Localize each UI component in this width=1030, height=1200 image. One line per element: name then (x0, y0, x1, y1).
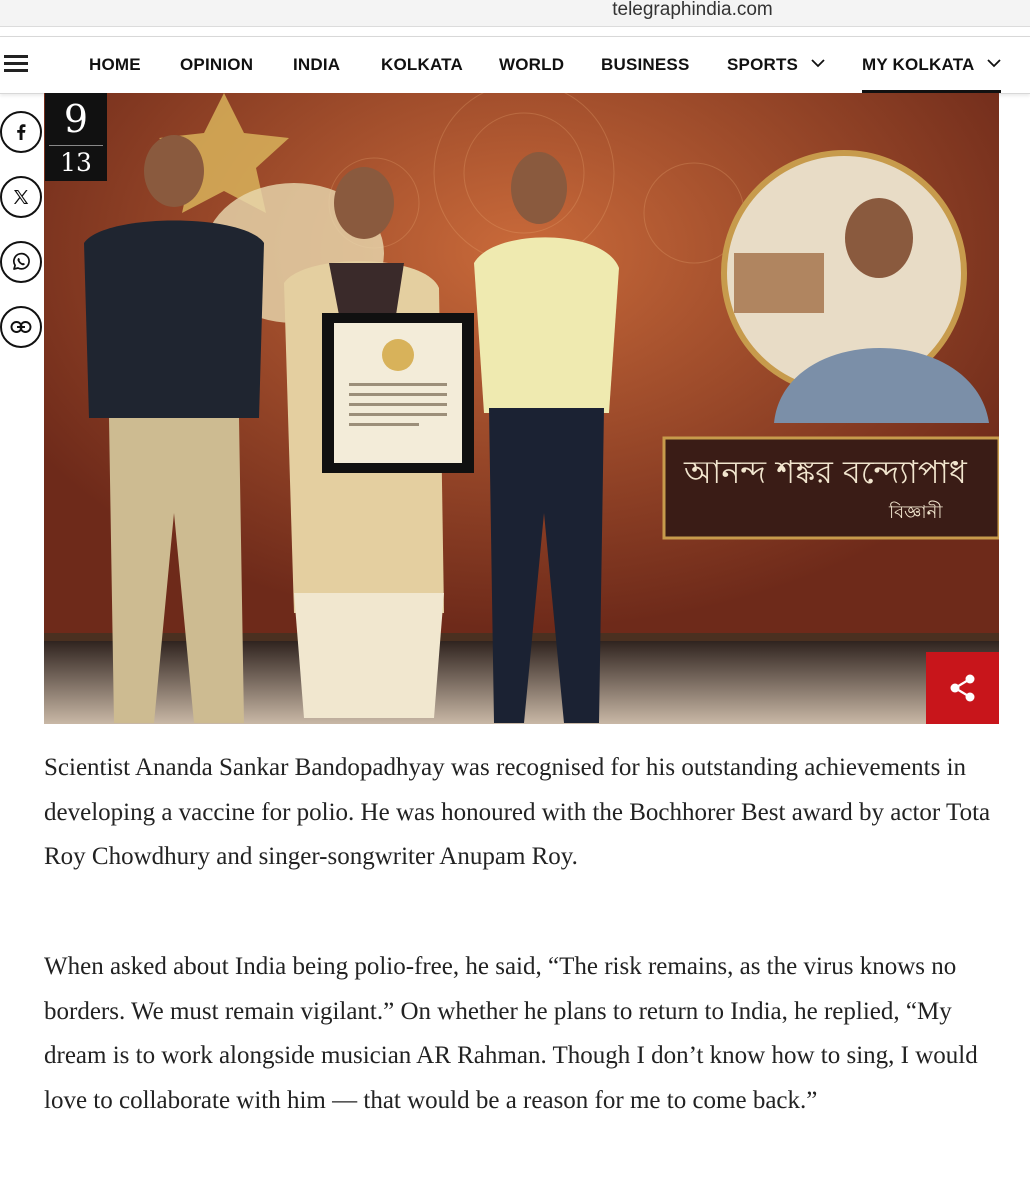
award-ceremony-illustration (44, 93, 999, 724)
article-paragraph: Scientist Ananda Sankar Bandopadhyay was recognised for his outstanding achievements in developing a vaccine for polio. He was honoured with the Bochhorer Best award by actor Tota Roy Chowdhury and singer-songwriter Anupam Roy. (44, 754, 991, 870)
gallery-total-count: 13 (60, 148, 92, 177)
x-share-button[interactable] (0, 176, 42, 218)
link-icon (10, 320, 32, 334)
copy-link-button[interactable] (0, 306, 42, 348)
nav-item-sports[interactable]: SPORTS (727, 37, 825, 93)
whatsapp-share-button[interactable] (0, 241, 42, 283)
nav-item-business[interactable]: BUSINESS (601, 55, 690, 74)
nav-item-india[interactable]: INDIA (293, 55, 341, 74)
backdrop-name-text: আনন্দ শঙ্কর বন্দ্যোপাধ (684, 453, 967, 491)
backdrop-title-text: বিজ্ঞানী (889, 502, 943, 523)
whatsapp-icon (10, 251, 32, 273)
photo-share-button[interactable] (926, 652, 999, 724)
facebook-icon (11, 122, 31, 142)
x-icon (11, 187, 31, 207)
article-paragraph: When asked about India being polio-free, he said, “The risk remains, as the virus knows no borders. We must remain vigilant.” On whether he plans to return to India, he replied, “My dream is to work alongside musician AR Rahman. Though I don’t know how to sing, I would love to collaborate with him — that would be a reason for me to come back.” (44, 953, 978, 1114)
chevron-down-icon (987, 59, 1001, 68)
facebook-share-button[interactable] (0, 111, 42, 153)
nav-item-home[interactable]: HOME (89, 55, 141, 74)
gallery-current-index: 9 (63, 97, 89, 141)
nav-item-my-kolkata[interactable]: MY KOLKATA (862, 37, 1001, 93)
gallery-counter (45, 93, 107, 181)
nav-item-opinion[interactable]: OPINION (180, 55, 254, 74)
gallery-photo[interactable] (44, 93, 999, 724)
nav-item-kolkata[interactable]: KOLKATA (381, 55, 463, 74)
browser-url-bar[interactable] (0, 0, 1030, 27)
hamburger-menu-icon[interactable] (4, 55, 28, 73)
nav-item-world[interactable]: WORLD (499, 55, 565, 74)
url-text[interactable]: telegraphindia.com (612, 0, 773, 20)
share-icon (949, 673, 977, 703)
main-nav (0, 36, 1030, 94)
chevron-down-icon (811, 59, 825, 68)
